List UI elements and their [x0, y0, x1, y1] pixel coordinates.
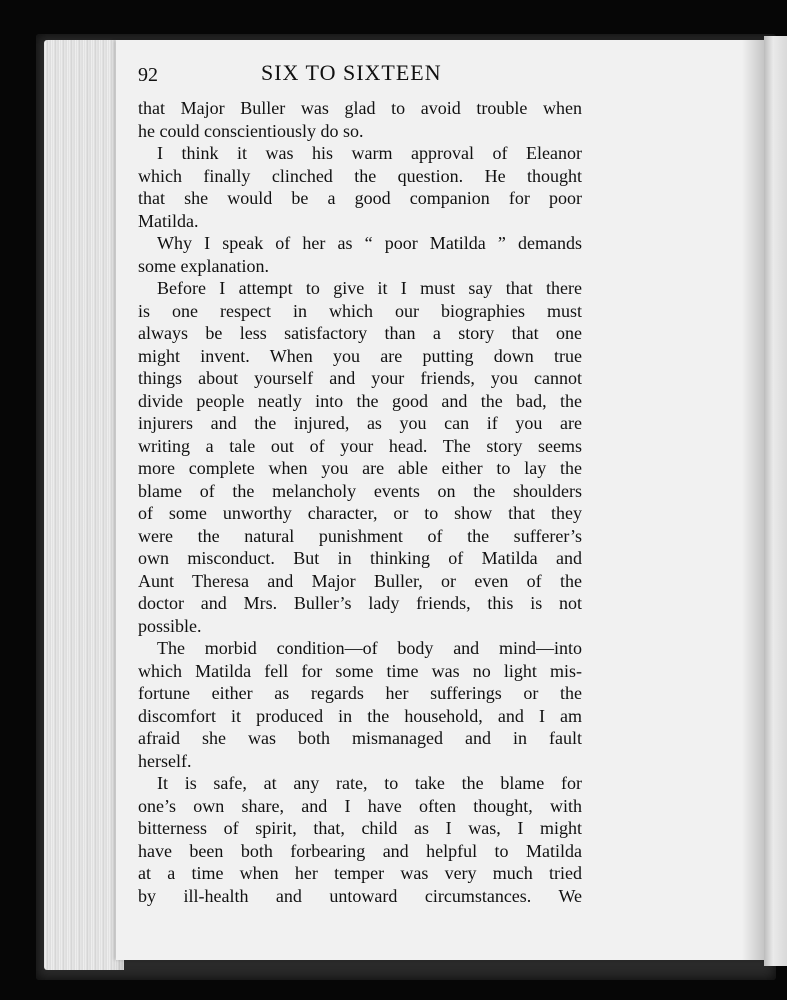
text-line: blame of the melancholy events on the shoulders [138, 480, 582, 501]
text-line: of some unworthy character, or to show that they [138, 503, 582, 523]
text-line: is one respect in which our biographies must [138, 300, 582, 321]
text-line: some explanation. [138, 255, 269, 276]
body-text [138, 97, 582, 907]
text-line: at a time when her temper was very much tried [138, 863, 582, 883]
text-line: Matilda. [138, 210, 199, 231]
text-line: afraid she was both mismanaged and in fault [138, 728, 582, 748]
text-line: which Matilda fell for some time was no light mis- [138, 660, 582, 681]
text-line: more complete when you are able either to lay the [138, 458, 582, 478]
text-line: injurers and the injured, as you can if you are [138, 413, 582, 433]
text-line: discomfort it produced in the household, and I am [138, 705, 582, 726]
text-line: I think it was his warm approval of Eleanor [157, 143, 582, 163]
text-line: always be less satisfactory than a story that one [138, 323, 582, 343]
text-line: own misconduct. But in thinking of Matilda and [138, 548, 582, 568]
text-line: doctor and Mrs. Buller’s lady friends, this is not [138, 593, 582, 613]
facing-page-edge [764, 36, 787, 966]
text-line: might invent. When you are putting down true [138, 345, 582, 366]
text-line: It is safe, at any rate, to take the blame for [157, 773, 582, 793]
text-line: have been both forbearing and helpful to Matilda [138, 840, 582, 861]
text-line: bitterness of spirit, that, child as I was, I might [138, 818, 582, 838]
text-line: by ill-health and untoward circumstances. We [138, 885, 582, 906]
page-stack-edges [44, 40, 124, 970]
text-line: that she would be a good companion for poor [138, 188, 582, 208]
text-line: writing a tale out of your head. The story seems [138, 435, 582, 456]
text-line: one’s own share, and I have often thought, with [138, 795, 582, 816]
text-line: he could conscientiously do so. [138, 120, 364, 141]
text-line: Why I speak of her as “ poor Matilda ” demands [157, 233, 582, 253]
text-line: The morbid condition—of body and mind—into [157, 638, 582, 658]
text-line: were the natural punishment of the sufferer’s [138, 525, 582, 546]
page-gutter-shadow [742, 40, 764, 960]
page-header [138, 60, 578, 88]
text-line: Aunt Theresa and Major Buller, or even of the [138, 570, 582, 591]
text-line: things about yourself and your friends, you cannot [138, 368, 582, 388]
text-line: herself. [138, 750, 192, 771]
text-line: fortune either as regards her sufferings or the [138, 683, 582, 703]
text-line: possible. [138, 615, 202, 636]
page-number: 92 [138, 64, 158, 86]
running-title: SIX TO SIXTEEN [261, 60, 442, 85]
text-line: divide people neatly into the good and the bad, the [138, 390, 582, 411]
text-line: Before I attempt to give it I must say that there [157, 278, 582, 298]
text-line: which finally clinched the question. He thought [138, 165, 582, 186]
text-line: that Major Buller was glad to avoid trouble when [138, 98, 582, 118]
